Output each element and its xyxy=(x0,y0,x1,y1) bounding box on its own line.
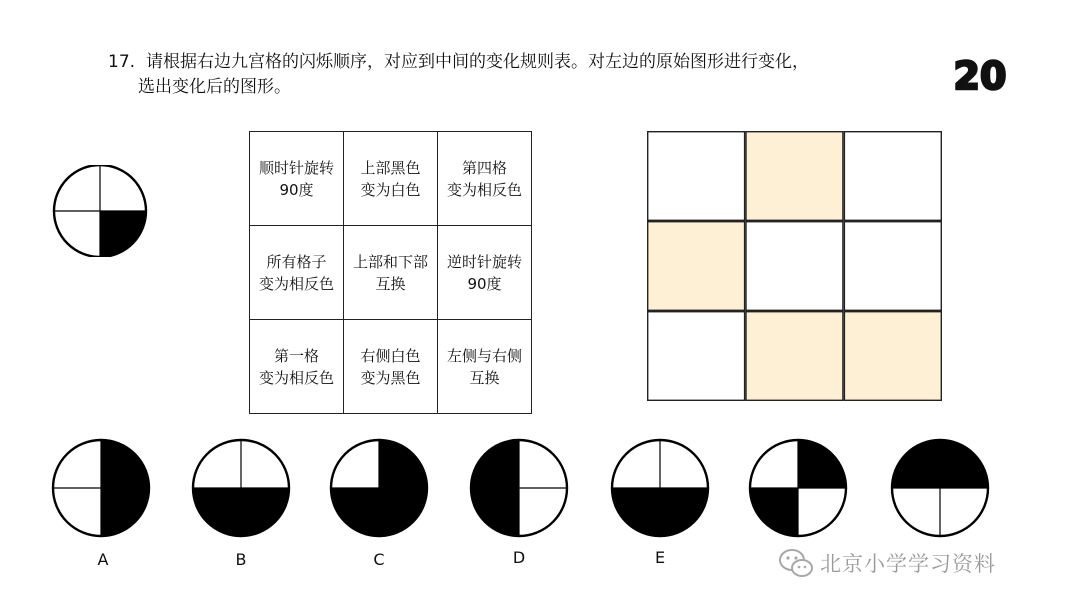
rule-cell-1-3: 第四格 变为相反色 xyxy=(438,132,532,226)
blurred-number-badge-icon xyxy=(952,53,1008,97)
option-f-circle xyxy=(750,440,846,536)
option-a-label: A xyxy=(97,550,109,569)
option-c-circle xyxy=(331,440,427,536)
option-d-figure[interactable] xyxy=(468,437,570,539)
wechat-icon xyxy=(778,548,814,578)
badge-text: 20 xyxy=(953,54,1007,97)
question-line-1-text: 请根据右边九宫格的闪烁顺序，对应到中间的变化规则表。对左边的原始图形进行变化， xyxy=(146,52,809,72)
option-a-figure[interactable] xyxy=(50,437,152,539)
flash-grid xyxy=(647,131,942,401)
option-d-label: D xyxy=(512,548,526,567)
option-f-figure[interactable] xyxy=(747,437,849,539)
option-e-label: E xyxy=(654,548,666,567)
original-circle xyxy=(54,165,146,257)
rule-cell-1-2: 上部黑色 变为白色 xyxy=(344,132,438,226)
question-text xyxy=(108,50,809,100)
rules-row-3 xyxy=(250,320,532,414)
option-c-label: C xyxy=(373,550,385,569)
watermark xyxy=(778,546,996,580)
rules-row-2 xyxy=(250,226,532,320)
option-a-circle xyxy=(53,440,149,536)
rule-cell-2-1: 所有格子 变为相反色 xyxy=(250,226,344,320)
option-d-circle xyxy=(471,440,567,536)
rules-table xyxy=(249,131,532,414)
rules-row-1 xyxy=(250,132,532,226)
question-line-2: 选出变化后的图形。 xyxy=(138,77,291,97)
grid-cell-2-3 xyxy=(844,222,941,311)
option-b-label: B xyxy=(235,550,247,569)
grid-cell-3-1 xyxy=(648,312,745,401)
question-number: 17. xyxy=(108,52,136,72)
rule-cell-2-3: 逆时针旋转 90度 xyxy=(438,226,532,320)
grid-cell-3-3 xyxy=(844,312,941,401)
option-g-circle xyxy=(892,440,988,536)
option-b-figure[interactable] xyxy=(190,437,292,539)
option-g-figure[interactable] xyxy=(889,437,991,539)
rule-cell-3-2: 右侧白色 变为黑色 xyxy=(344,320,438,414)
grid-cell-2-2 xyxy=(746,222,843,311)
option-e-figure[interactable] xyxy=(609,437,711,539)
rule-cell-2-2: 上部和下部 互换 xyxy=(344,226,438,320)
grid-cell-1-1 xyxy=(648,132,745,221)
option-e-circle xyxy=(612,440,708,536)
rule-cell-1-1: 顺时针旋转 90度 xyxy=(250,132,344,226)
question-line-1 xyxy=(108,50,809,75)
original-figure xyxy=(50,165,150,257)
option-b-circle xyxy=(193,440,289,536)
watermark-text: 北京小学学习资料 xyxy=(820,552,996,576)
option-c-figure[interactable] xyxy=(328,437,430,539)
rule-cell-3-3: 左侧与右侧 互换 xyxy=(438,320,532,414)
grid-cell-2-1 xyxy=(648,222,745,311)
rule-cell-3-1: 第一格 变为相反色 xyxy=(250,320,344,414)
grid-cell-1-2 xyxy=(746,132,843,221)
grid-cell-1-3 xyxy=(844,132,941,221)
grid-cell-3-2 xyxy=(746,312,843,401)
